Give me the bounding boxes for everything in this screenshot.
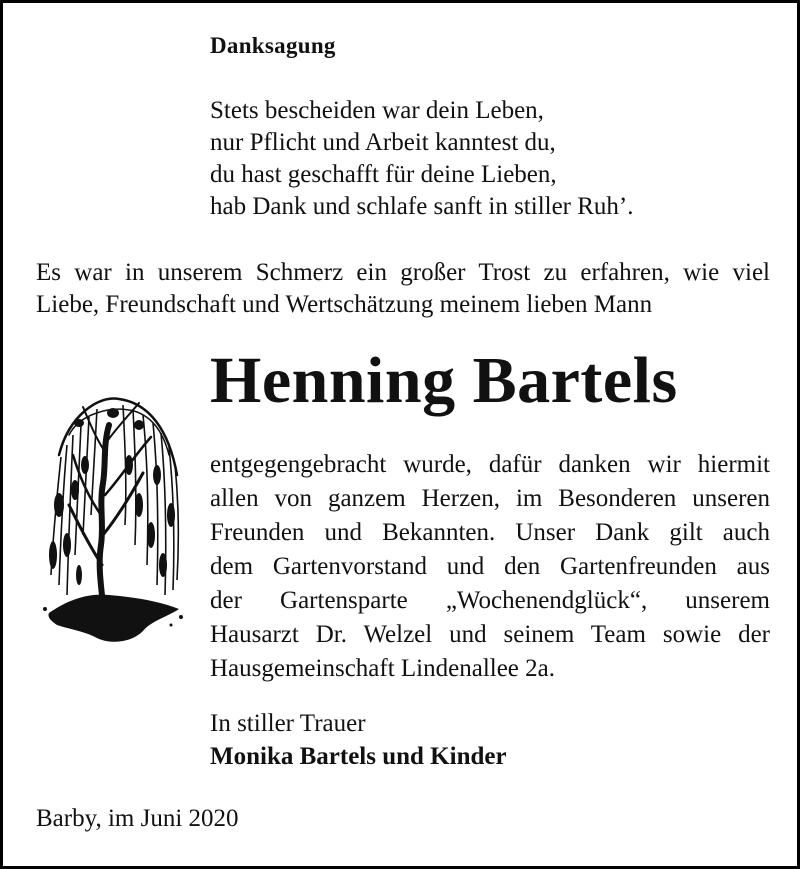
body-line: Hausarzt Dr. Welzel und seinem Team sowie der — [210, 621, 770, 648]
body-paragraph — [210, 448, 770, 686]
body-line: Hausgemeinschaft Lindenallee 2a. — [210, 655, 555, 682]
body-line: allen von ganzem Herzen, im Besonderen unseren — [210, 485, 770, 512]
intro-paragraph — [36, 257, 770, 321]
memorial-poem — [210, 95, 634, 223]
deceased-name: Henning Bartels — [210, 344, 678, 417]
notice-heading: Danksagung — [210, 33, 336, 58]
intro-line: Es war in unserem Schmerz ein großer Trost zu erfahren, wie viel — [36, 259, 770, 286]
intro-line: Liebe, Freundschaft und Wertschätzung meinem lieben Mann — [36, 291, 653, 318]
place-date: Barby, im Juni 2020 — [36, 805, 239, 832]
poem-line: Stets bescheiden war dein Leben, — [210, 97, 544, 124]
poem-line: nur Pflicht und Arbeit kanntest du, — [210, 129, 556, 156]
closing-phrase: In stiller Trauer — [210, 710, 366, 737]
poem-line: hab Dank und schlafe sanft in stiller Ruh’. — [210, 193, 634, 220]
weeping-willow-icon — [39, 395, 185, 653]
closing-block — [210, 707, 507, 773]
body-line: der Gartensparte „Wochenendglück“, unserem — [210, 587, 770, 614]
body-line: Freunden und Bekannten. Unser Dank gilt auch — [210, 519, 770, 546]
signature: Monika Bartels und Kinder — [210, 743, 507, 770]
body-line: entgegengebracht wurde, dafür danken wir hiermit — [210, 451, 770, 478]
poem-line: du hast geschafft für deine Lieben, — [210, 161, 557, 188]
body-line: dem Gartenvorstand und den Gartenfreunden aus — [210, 553, 770, 580]
